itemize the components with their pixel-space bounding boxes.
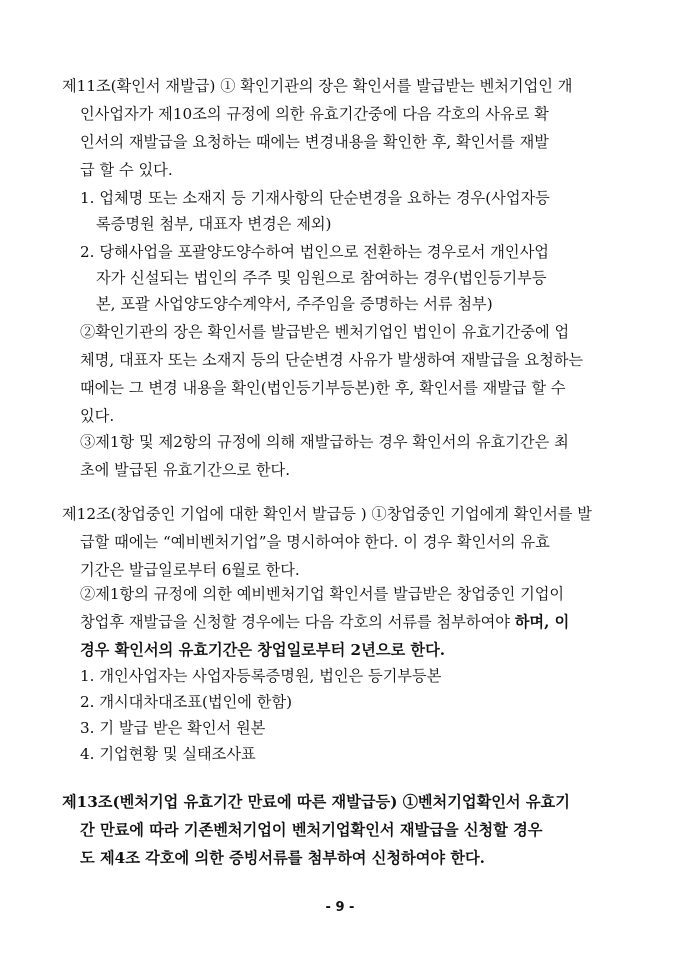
art11-para2-line-3: 때에는 그 변경 내용을 확인(법인등기부등본)한 후, 확인서를 재발급 할 수 [80,379,566,397]
art12-item-2: 2. 개시대차대조표(법인에 한함) [80,693,293,711]
art11-line-4: 급 할 수 있다. [80,161,173,179]
art11-para3-line-1: ③제1항 및 제2항의 규정에 의해 재발급하는 경우 확인서의 유효기간은 최 [80,433,569,451]
art12-line-1: 제12조(창업중인 기업에 대한 확인서 발급등 ) ①창업중인 기업에게 확인서를 발 [62,505,592,523]
art11-item-1: 1. 업체명 또는 소재지 등 기재사항의 단순변경을 요하는 경우(사업자등 [80,189,550,207]
art12-item-1: 1. 개인사업자는 사업자등록증명원, 법인은 등기부등본 [80,667,442,685]
art13-line-2: 간 만료에 따라 기존벤처기업이 벤처기업확인서 재발급을 신청할 경우 [80,821,543,839]
art11-item-2-cont2: 본, 포괄 사업양도양수계약서, 주주임을 증명하는 서류 첨부) [96,295,493,313]
art11-para3-line-2: 초에 발급된 유효기간으로 한다. [80,461,291,479]
art12-item-3: 3. 기 발급 받은 확인서 원본 [80,719,266,737]
art11-para2-line-4: 있다. [80,407,115,425]
art13-line-1: 제13조(벤처기업 유효기간 만료에 따른 재발급등) ①벤처기업확인서 유효기 [62,793,570,811]
art11-line-2: 인사업자가 제10조의 규정에 의한 유효기간중에 다음 각호의 사유로 확 [80,105,549,123]
art12-line-5-normal: 창업후 재발급을 신청할 경우에는 다음 각호의 서류를 첨부하여야 [80,613,515,631]
art12-item-4: 4. 기업현황 및 실태조사표 [80,745,256,763]
art11-para2-line-1: ②확인기관의 장은 확인서를 발급받은 벤처기업인 법인이 유효기간중에 업 [80,323,570,341]
art12-line-4: ②제1항의 규정에 의한 예비벤처기업 확인서를 발급받은 창업중인 기업이 [80,585,565,603]
art12-line-5-bold: 하며, 이 [514,613,570,631]
art11-para2-line-2: 체명, 대표자 또는 소재지 등의 단순변경 사유가 발생하여 재발급을 요청하는 [80,351,584,369]
art11-item-2: 2. 당해사업을 포괄양도양수하여 법인으로 전환하는 경우로서 개인사업 [80,243,549,261]
art11-item-2-cont: 자가 신설되는 법인의 주주 및 임원으로 참여하는 경우(법인등기부등 [96,269,547,287]
art12-line-6: 경우 확인서의 유효기간은 창업일로부터 2년으로 한다. [80,641,446,659]
art12-line-5 [80,612,569,632]
art11-line-1: 제11조(확인서 재발급) ① 확인기관의 장은 확인서를 발급받는 벤처기업인 개 [62,77,573,95]
art11-item-1-cont: 록증명원 첨부, 대표자 변경은 제외) [96,215,332,233]
art11-line-3: 인서의 재발급을 요청하는 때에는 변경내용을 확인한 후, 확인서를 재발 [80,133,549,151]
art12-line-2: 급할 때에는 “예비벤처기업”을 명시하여야 한다. 이 경우 확인서의 유효 [80,533,550,551]
art12-line-3: 기간은 발급일로부터 6월로 한다. [80,561,300,579]
page-number: - 9 - [325,900,355,915]
art13-line-3: 도 제4조 각호에 의한 증빙서류를 첨부하여 신청하여야 한다. [80,849,485,867]
